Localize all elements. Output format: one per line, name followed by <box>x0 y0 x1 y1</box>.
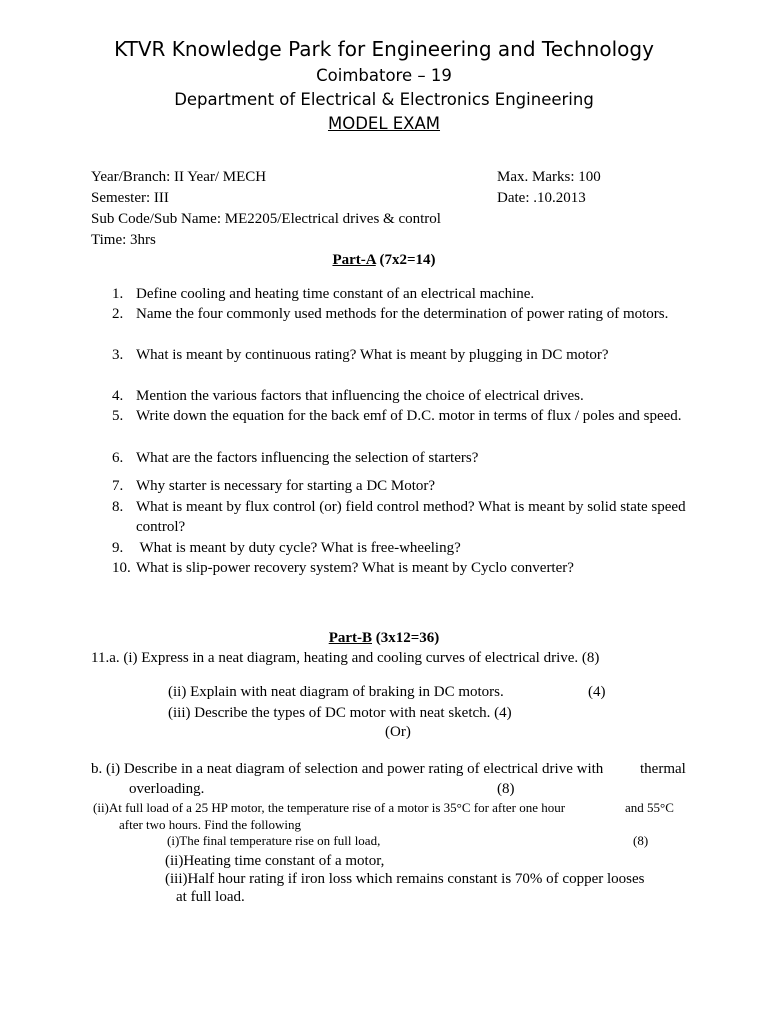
question-11b-ii-a: (i)The final temperature rise on full load, <box>167 833 381 848</box>
exam-title: MODEL EXAM <box>327 114 441 133</box>
institution-title: KTVR Knowledge Park for Engineering and Technology <box>114 37 654 61</box>
question-11b-i-end: thermal <box>640 761 686 777</box>
question-item: 7. Why starter is necessary for starting a DC Motor? <box>112 478 436 494</box>
question-item: 2. Name the four commonly used methods for the determination of power rating of motors. <box>112 306 669 322</box>
year-branch: Year/Branch: II Year/ MECH <box>91 169 267 185</box>
question-11a-ii-marks: (4) <box>588 684 606 700</box>
city-line: Coimbatore – 19 <box>316 66 452 85</box>
question-11b-ii-end: and 55°C <box>625 800 674 815</box>
question-11b-ii: (ii)At full load of a 25 HP motor, the temperature rise of a motor is 35°C for after one hour <box>93 800 566 815</box>
max-marks: Max. Marks: 100 <box>497 169 601 185</box>
question-item: 6. What are the factors influencing the selection of starters? <box>112 450 479 466</box>
part-b-heading: Part-B (3x12=36) <box>328 630 440 646</box>
time-line: Time: 3hrs <box>91 232 156 248</box>
question-11b-ii-b: (ii)Heating time constant of a motor, <box>165 853 385 869</box>
part-a-heading: Part-A (7x2=14) <box>332 252 436 268</box>
or-separator: (Or) <box>385 724 411 740</box>
question-11a-iii: (iii) Describe the types of DC motor with neat sketch. (4) <box>168 705 512 721</box>
department-line: Department of Electrical & Electronics Engineering <box>174 90 594 109</box>
question-item: 9. What is meant by duty cycle? What is free-wheeling? <box>112 540 461 556</box>
question-11b-ii-cont: after two hours. Find the following <box>119 817 301 832</box>
question-11b-i-marks: (8) <box>497 781 515 797</box>
question-item: 4. Mention the various factors that influencing the choice of electrical drives. <box>112 388 584 404</box>
question-11b-ii-c-cont: at full load. <box>176 889 245 905</box>
question-11b-ii-a-marks: (8) <box>633 833 649 848</box>
question-11a-i: 11.a. (i) Express in a neat diagram, heating and cooling curves of electrical drive. (8) <box>91 650 600 666</box>
subject-line: Sub Code/Sub Name: ME2205/Electrical drives & control <box>91 211 441 227</box>
question-item: 3. What is meant by continuous rating? What is meant by plugging in DC motor? <box>112 347 609 363</box>
semester: Semester: III <box>91 190 169 206</box>
question-11b-i: b. (i) Describe in a neat diagram of selection and power rating of electrical drive with <box>91 761 604 777</box>
question-item: 5. Write down the equation for the back emf of D.C. motor in terms of flux / poles and speed. <box>112 408 682 424</box>
exam-date: Date: .10.2013 <box>497 190 586 206</box>
question-11a-ii: (ii) Explain with neat diagram of braking in DC motors. <box>168 684 504 700</box>
question-item: 10. What is slip-power recovery system? What is meant by Cyclo converter? <box>112 560 574 576</box>
question-item: 8. What is meant by flux control (or) field control method? What is meant by solid state speed <box>112 499 686 515</box>
question-11b-ii-c: (iii)Half hour rating if iron loss which remains constant is 70% of copper looses <box>165 871 645 887</box>
question-item: 1. Define cooling and heating time constant of an electrical machine. <box>112 286 535 302</box>
question-11b-i-cont: overloading. <box>129 781 205 797</box>
question-continuation: control? <box>136 519 186 535</box>
